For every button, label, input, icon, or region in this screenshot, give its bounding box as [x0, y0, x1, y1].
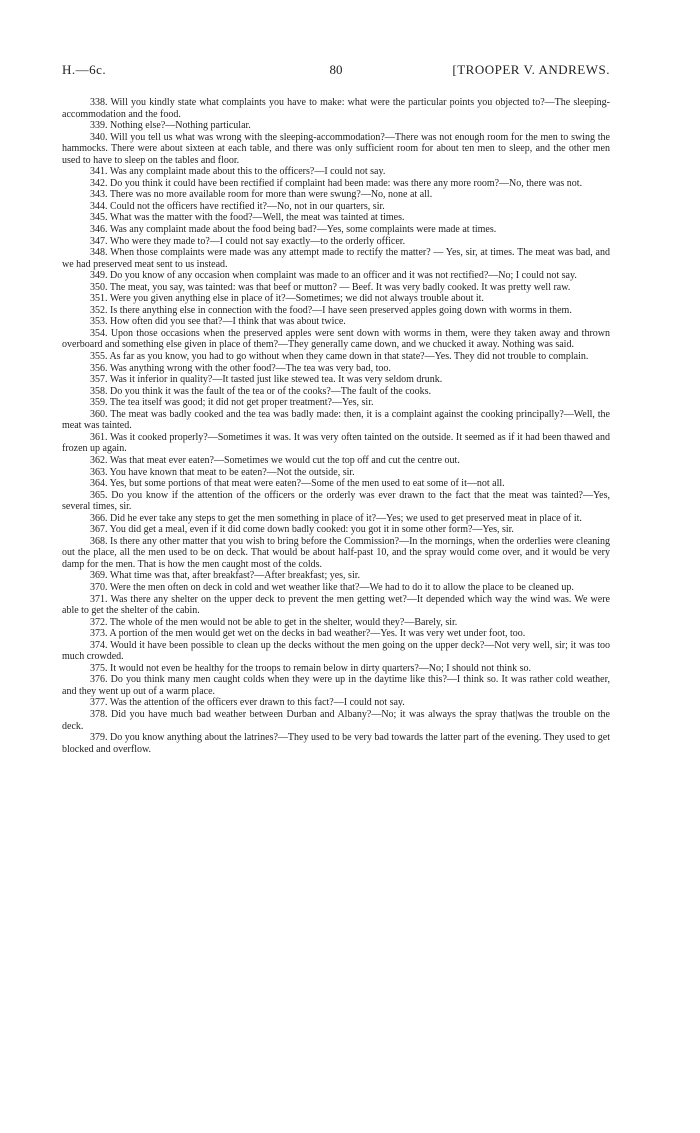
testimony-paragraph: 354. Upon those occasions when the preserved apples were sent down with worms in them, were they taken away and thrown overboard and something else given in place of them?—They generally came down, and we chucked it away. Nothing was said.	[62, 327, 610, 351]
testimony-paragraph: 343. There was no more available room for more than were swung?—No, none at all.	[90, 189, 433, 201]
testimony-paragraph: 344. Could not the officers have rectified it?—No, not in our quarters, sir.	[90, 200, 385, 212]
testimony-paragraph: 348. When those complaints were made was any attempt made to rectify the matter? — Yes, sir, at times. The meat was bad, and we had preserved meat sent to us instead.	[62, 247, 610, 270]
testimony-paragraph: 346. Was any complaint made about the food being bad?—Yes, some complaints were made at times.	[90, 224, 497, 236]
testimony-paragraph: 339. Nothing else?—Nothing particular.	[90, 120, 251, 132]
testimony-paragraph: 378. Did you have much bad weather between Durban and Albany?—No; it was always the spray that|was the trouble on the deck.	[62, 708, 610, 732]
testimony-paragraph: 376. Do you think many men caught colds when they were up in the daytime like this?—I think so. It was rather cold weather, and they went up out of a warm place.	[62, 674, 610, 697]
testimony-paragraph: 352. Is there anything else in connection with the food?—I have seen preserved apples going down with worms in them.	[90, 304, 572, 316]
testimony-paragraph: 340. Will you tell us what was wrong with the sleeping-accommodation?—There was not enough room for the men to swing the hammocks. There were about sixteen at each table, and there was only sufficient room for about ten men to sleep, and the other men used to have to sleep on the tables and floor.	[62, 131, 610, 166]
testimony-paragraph: 372. The whole of the men would not be able to get in the shelter, would they?—Barely, sir.	[90, 616, 458, 628]
testimony-paragraph: 371. Was there any shelter on the upper deck to prevent the men getting wet?—It depended which way the wind was. We were able to get the shelter of the cabin.	[62, 593, 610, 617]
testimony-paragraph: 363. You have known that meat to be eaten?—Not the outside, sir.	[90, 466, 355, 478]
testimony-paragraph: 367. You did get a meal, even if it did come down badly cooked: you got it in some other form?—Yes, sir.	[90, 524, 514, 536]
page-header	[62, 62, 610, 80]
testimony-paragraph: 351. Were you given anything else in place of it?—Sometimes; we did not always trouble about it.	[90, 293, 484, 305]
page-number: 80	[329, 62, 343, 77]
testimony-paragraph: 369. What time was that, after breakfast?—After breakfast; yes, sir.	[90, 570, 360, 582]
testimony-paragraph: 361. Was it cooked properly?—Sometimes it was. It was very often tainted on the outside. It seemed as if it had been thawed and frozen up again.	[62, 431, 610, 455]
testimony-paragraph: 341. Was any complaint made about this to the officers?—I could not say.	[90, 166, 386, 178]
testimony-paragraph: 355. As far as you know, you had to go without when they came down in that state?—Yes. They did not trouble to complain.	[90, 351, 589, 363]
testimony-paragraph: 357. Was it inferior in quality?—It tasted just like stewed tea. It was very seldom drunk.	[90, 374, 443, 386]
testimony-paragraph: 370. Were the men often on deck in cold and wet weather like that?—We had to do it to allow the place to be cleaned up.	[90, 581, 574, 593]
testimony-paragraph: 349. Do you know of any occasion when complaint was made to an officer and it was not rectified?—No; I could not say.	[90, 270, 577, 282]
testimony-paragraph: 342. Do you think it could have been rectified if complaint had been made: was there any more room?—No, there was not.	[90, 177, 583, 189]
testimony-paragraph: 366. Did he ever take any steps to get the men something in place of it?—Yes; we used to get preserved meat in place of it.	[90, 512, 582, 524]
document-reference: H.—6c.	[62, 62, 107, 77]
testimony-paragraph: 368. Is there any other matter that you wish to bring before the Commission?—In the mornings, when the orderlies were cleaning out the place, all the men used to be on deck. That would be about half-past 10, and the spray would come over, and it would be very damp for the men. That is how the men caught most of the colds.	[62, 535, 610, 570]
testimony-paragraph: 374. Would it have been possible to clean up the decks without the men going on the upper deck?—Not very well, sir; it was too much crowded.	[62, 639, 610, 663]
testimony-paragraph: 353. How often did you see that?—I think that was about twice.	[90, 316, 346, 328]
testimony-paragraph: 358. Do you think it was the fault of the tea or of the cooks?—The fault of the cooks.	[90, 385, 432, 397]
testimony-paragraph: 365. Do you know if the attention of the officers or the orderly was ever drawn to the fact that the meat was tainted?—Yes, several times, sir.	[62, 489, 610, 513]
testimony-body	[62, 97, 610, 755]
testimony-paragraph: 338. Will you kindly state what complaints you have to make: what were the particular points you objected to?—The sleeping-accommodation and the food.	[62, 97, 610, 120]
testimony-paragraph: 364. Yes, but some portions of that meat were eaten?—Some of the men used to eat some of it—not all.	[90, 478, 505, 490]
testimony-paragraph: 359. The tea itself was good; it did not get proper treatment?—Yes, sir.	[90, 397, 374, 409]
testimony-paragraph: 345. What was the matter with the food?—Well, the meat was tainted at times.	[90, 212, 405, 224]
testimony-paragraph: 379. Do you know anything about the latrines?—They used to be very bad towards the latter part of the evening. They used to get blocked and overflow.	[62, 732, 610, 755]
testimony-paragraph: 350. The meat, you say, was tainted: was that beef or mutton? — Beef. It was very badly cooked. It was pretty well raw.	[90, 281, 571, 293]
testimony-paragraph: 373. A portion of the men would get wet on the decks in bad weather?—Yes. It was very wet under foot, too.	[90, 628, 526, 640]
testimony-paragraph: 356. Was anything wrong with the other food?—The tea was very bad, too.	[90, 362, 391, 374]
running-head: [TROOPER V. ANDREWS.	[452, 62, 610, 77]
testimony-paragraph: 347. Who were they made to?—I could not say exactly—to the orderly officer.	[90, 235, 406, 247]
testimony-paragraph: 362. Was that meat ever eaten?—Sometimes we would cut the top off and cut the centre out.	[90, 454, 460, 466]
testimony-paragraph: 377. Was the attention of the officers ever drawn to this fact?—I could not say.	[90, 697, 405, 709]
testimony-paragraph: 360. The meat was badly cooked and the tea was badly made: then, it is a complaint against the cooking principally?—Well, the meat was tainted.	[62, 408, 610, 432]
testimony-paragraph: 375. It would not even be healthy for the troops to remain below in dirty quarters?—No; I should not think so.	[90, 662, 532, 674]
